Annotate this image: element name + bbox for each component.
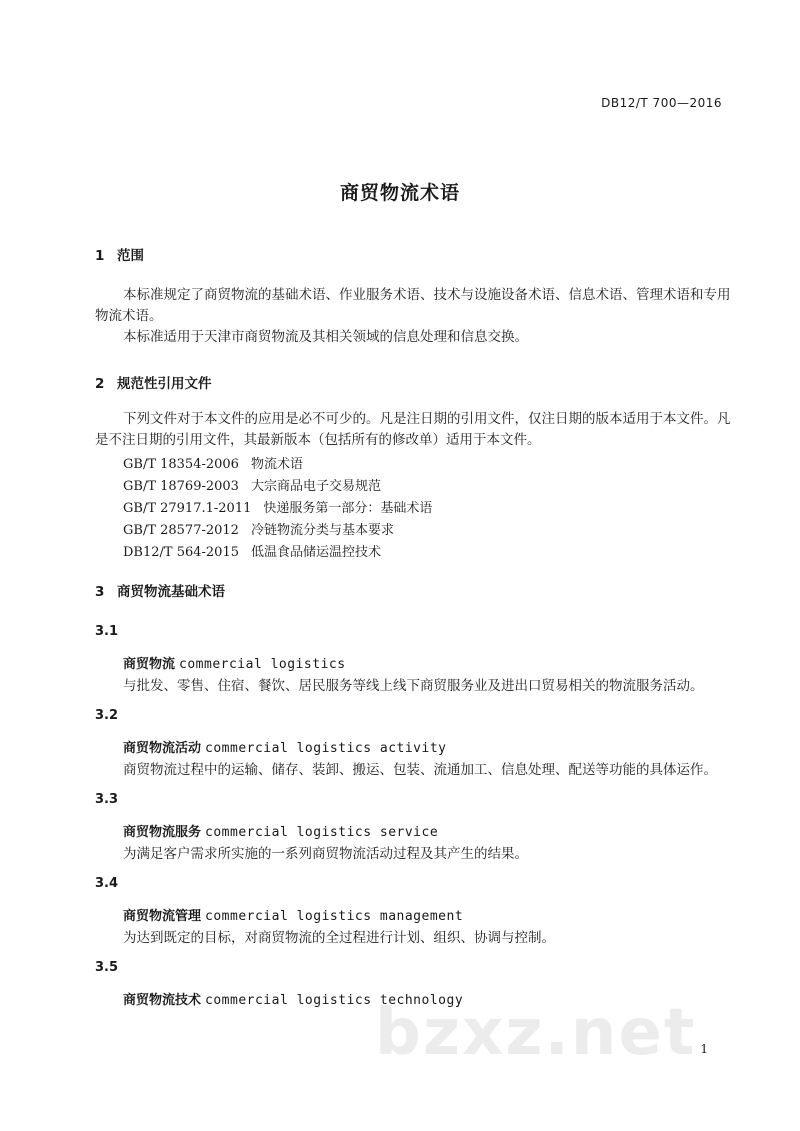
section-2-intro: 下列文件对于本文件的应用是必不可少的。凡是注日期的引用文件，仅注日期的版本适用于本文件。凡是不注日期的引用文件，其最新版本（包括所有的修改单）适用于本文件。 xyxy=(95,411,731,448)
term-entry xyxy=(123,905,463,924)
reference-code: GB/T 18354-2006 xyxy=(123,457,239,472)
section-2-heading xyxy=(95,372,212,392)
section-title: 商贸物流基础术语 xyxy=(117,584,225,600)
term-entry xyxy=(123,737,447,756)
term-definition: 与批发、零售、住宿、餐饮、居民服务等线上线下商贸服务业及进出口贸易相关的物流服务活动。 xyxy=(123,678,704,694)
reference-name: 低温食品储运温控技术 xyxy=(251,545,382,560)
reference-item xyxy=(123,497,432,516)
reference-code: GB/T 28577-2012 xyxy=(123,523,239,538)
reference-name: 物流术语 xyxy=(250,457,303,472)
term-en: commercial logistics xyxy=(179,657,346,672)
term-en: commercial logistics service xyxy=(205,825,439,840)
section-number: 1 xyxy=(95,248,105,264)
term-zh: 商贸物流服务 xyxy=(123,825,202,840)
term-en: commercial logistics management xyxy=(205,909,464,924)
section-title: 规范性引用文件 xyxy=(117,376,212,392)
reference-item xyxy=(123,453,303,472)
section-3-heading xyxy=(95,580,225,600)
reference-code: DB12/T 564-2015 xyxy=(123,545,239,560)
document-title: 商贸物流术语 xyxy=(339,182,460,204)
term-definition: 商贸物流过程中的运输、储存、装卸、搬运、包装、流通加工、信息处理、配送等功能的具体运作。 xyxy=(123,762,717,778)
section-1-paragraph-1: 本标准规定了商贸物流的基础术语、作业服务术语、技术与设施设备术语、信息术语、管理术语和专用物流术语。 xyxy=(95,287,731,324)
section-title: 范围 xyxy=(117,248,144,264)
term-number: 3.5 xyxy=(95,960,119,975)
term-zh: 商贸物流技术 xyxy=(123,993,202,1008)
term-number: 3.1 xyxy=(95,624,119,639)
section-number: 3 xyxy=(95,584,105,600)
term-number: 3.4 xyxy=(95,876,119,891)
term-zh: 商贸物流活动 xyxy=(123,741,202,756)
section-number: 2 xyxy=(95,376,105,392)
term-en: commercial logistics activity xyxy=(205,741,447,756)
reference-item xyxy=(123,475,381,494)
reference-item xyxy=(123,541,381,560)
standard-number: DB12/T 700—2016 xyxy=(601,96,722,110)
reference-name: 大宗商品电子交易规范 xyxy=(250,479,381,494)
term-en: commercial logistics technology xyxy=(205,993,464,1008)
reference-code: GB/T 27917.1-2011 xyxy=(123,501,252,516)
page-number: 1 xyxy=(700,1042,708,1056)
reference-item xyxy=(123,519,394,538)
term-number: 3.2 xyxy=(95,708,119,723)
section-1-heading xyxy=(95,244,144,264)
reference-name: 快递服务第一部分：基础术语 xyxy=(263,501,433,516)
section-1-paragraph-2: 本标准适用于天津市商贸物流及其相关领域的信息处理和信息交换。 xyxy=(123,329,528,345)
term-definition: 为达到既定的目标，对商贸物流的全过程进行计划、组织、协调与控制。 xyxy=(123,930,555,946)
term-entry xyxy=(123,821,438,840)
term-zh: 商贸物流 xyxy=(123,657,176,672)
term-zh: 商贸物流管理 xyxy=(123,909,202,924)
reference-code: GB/T 18769-2003 xyxy=(123,479,239,494)
term-entry xyxy=(123,653,346,672)
term-number: 3.3 xyxy=(95,792,119,807)
term-definition: 为满足客户需求所实施的一系列商贸物流活动过程及其产生的结果。 xyxy=(123,846,528,862)
reference-name: 冷链物流分类与基本要求 xyxy=(250,523,394,538)
watermark: bzxz.net xyxy=(375,996,697,1070)
